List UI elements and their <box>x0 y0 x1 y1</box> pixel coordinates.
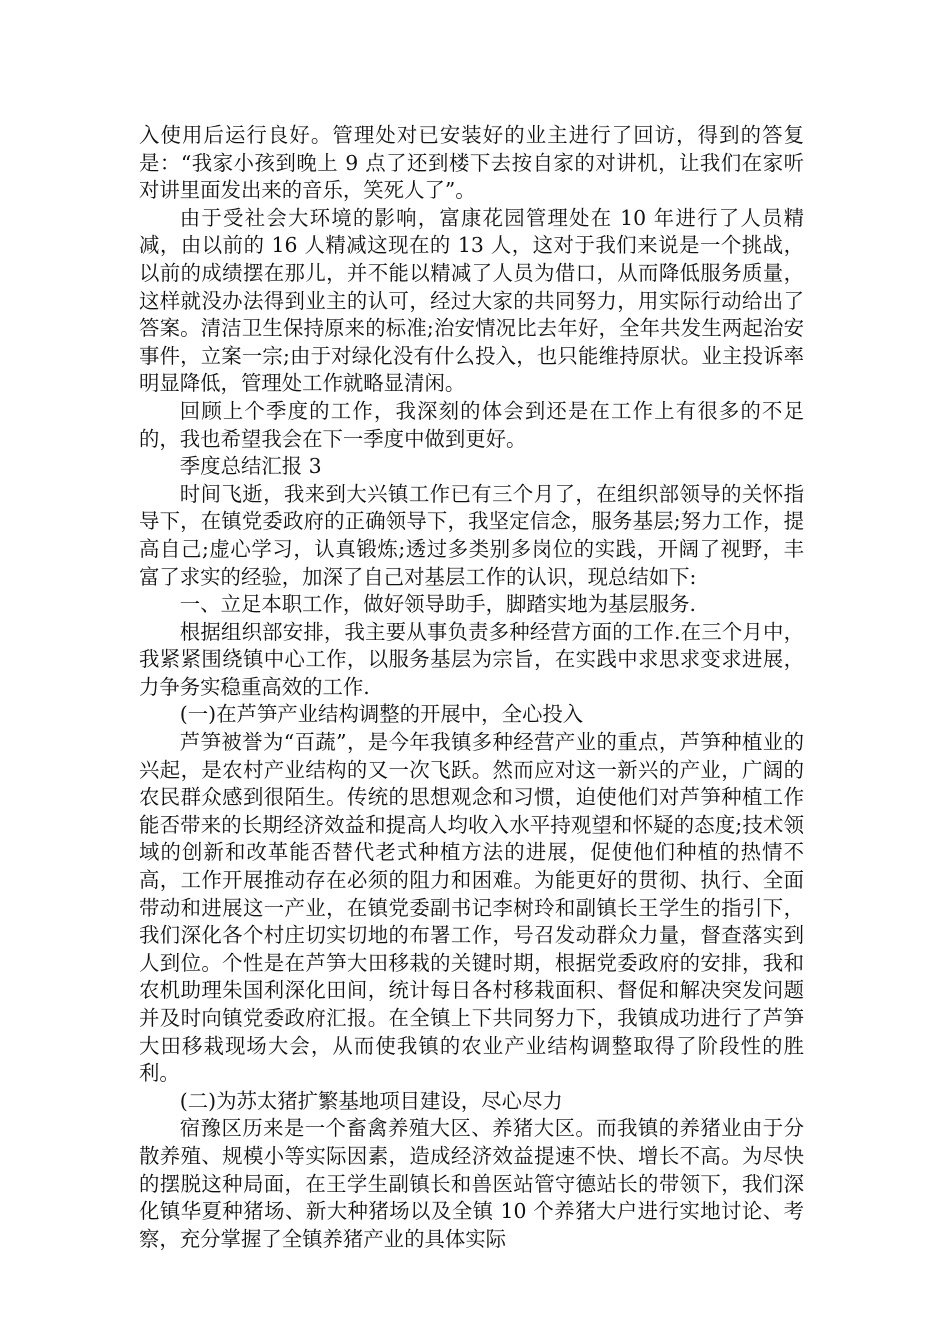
section-heading: 季度总结汇报 3 <box>179 454 322 479</box>
paragraph-review: 回顾上个季度的工作，我深刻的体会到还是在工作上有很多的不足的，我也希望我会在下一季度中做到更好。 <box>139 398 804 451</box>
paragraph-asparagus: 芦笋被誉为“百蔬”，是今年我镇多种经营产业的重点，芦笋种植业的兴起，是农村产业结构的又一次飞跃。然而应对这一新兴的产业，广阔的农民群众感到很陌生。传统的思想观念和习惯，迫使他们对芦笋种植工作能否带来的长期经济效益和提高人均收入水平持观望和怀疑的态度;技术领域的创新和改革能否替代老式种植方法的进展，促使他们种植的热情不高，工作开展推动存在必须的阻力和困难。为能更好的贯彻、执行、全面带动和进展这一产业，在镇党委副书记李树玲和副镇长王学生的指引下，我们深化各个村庄切实切地的布署工作，号召发动群众力量，督查落实到人到位。个性是在芦笋大田移栽的关键时期，根据党委政府的安排，我和农机助理朱国利深化田间，统计每日各村移栽面积、督促和解决突发问题并及时向镇党委政府汇报。在全镇上下共同努力下，我镇成功进行了芦笋大田移栽现场大会，从而使我镇的农业产业结构调整取得了阶段性的胜利。 <box>139 730 804 1086</box>
paragraph-staff-reduction: 由于受社会大环境的影响，富康花园管理处在 10 年进行了人员精减，由以前的 16 人精减这现在的 13 人，这对于我们来说是一个挑战，以前的成绩摆在那儿，并不能以精减了人员为借口，从而降低服务质量，这样就没办法得到业主的认可，经过大家的共同努力，用实际行动给出了答案。清洁卫生保持原来的标准;治安情况比去年好，全年共发生两起治安事件，立案一宗;由于对绿化没有什么投入，也只能维持原状。业主投诉率明显降低，管理处工作就略显清闲。 <box>139 205 804 396</box>
paragraph-assignment: 根据组织部安排，我主要从事负责多种经营方面的工作.在三个月中，我紧紧围绕镇中心工作，以服务基层为宗旨，在实践中求思求变求进展，力争务实稳重高效的工作. <box>139 619 804 699</box>
paragraph-intro: 时间飞逝，我来到大兴镇工作已有三个月了，在组织部领导的关怀指导下，在镇党委政府的正确领导下，我坚定信念，服务基层;努力工作，提高自己;虚心学习，认真锻炼;透过多类别多岗位的实践，开阔了视野，丰富了求实的经验，加深了自己对基层工作的认识，现总结如下: <box>139 481 804 589</box>
paragraph-pig-farming: 宿豫区历来是一个畜禽养殖大区、养猪大区。而我镇的养猪业由于分散养殖、规模小等实际因素，造成经济效益提速不快、增长不高。为尽快的摆脱这种局面，在王学生副镇长和兽医站管守德站长的带领下，我们深化镇华夏种猪场、新大种猪场以及全镇 10 个养猪大户进行实地讨论、考察，充分掌握了全镇养猪产业的具体实际 <box>139 1116 804 1251</box>
paragraph-continuation: 入使用后运行良好。管理处对已安装好的业主进行了回访，得到的答复是：“我家小孩到晚上 9 点了还到楼下去按自家的对讲机，让我们在家听对讲里面发出来的音乐，笑死人了”。 <box>139 123 804 203</box>
heading-level-2-asparagus: (一)在芦笋产业结构调整的开展中，全心投入 <box>179 702 584 727</box>
heading-level-2-pig: (二)为苏太猪扩繁基地项目建设，尽心尽力 <box>179 1088 563 1113</box>
document-body <box>139 122 804 1253</box>
heading-level-1: 一、立足本职工作，做好领导助手，脚踏实地为基层服务. <box>179 592 697 617</box>
